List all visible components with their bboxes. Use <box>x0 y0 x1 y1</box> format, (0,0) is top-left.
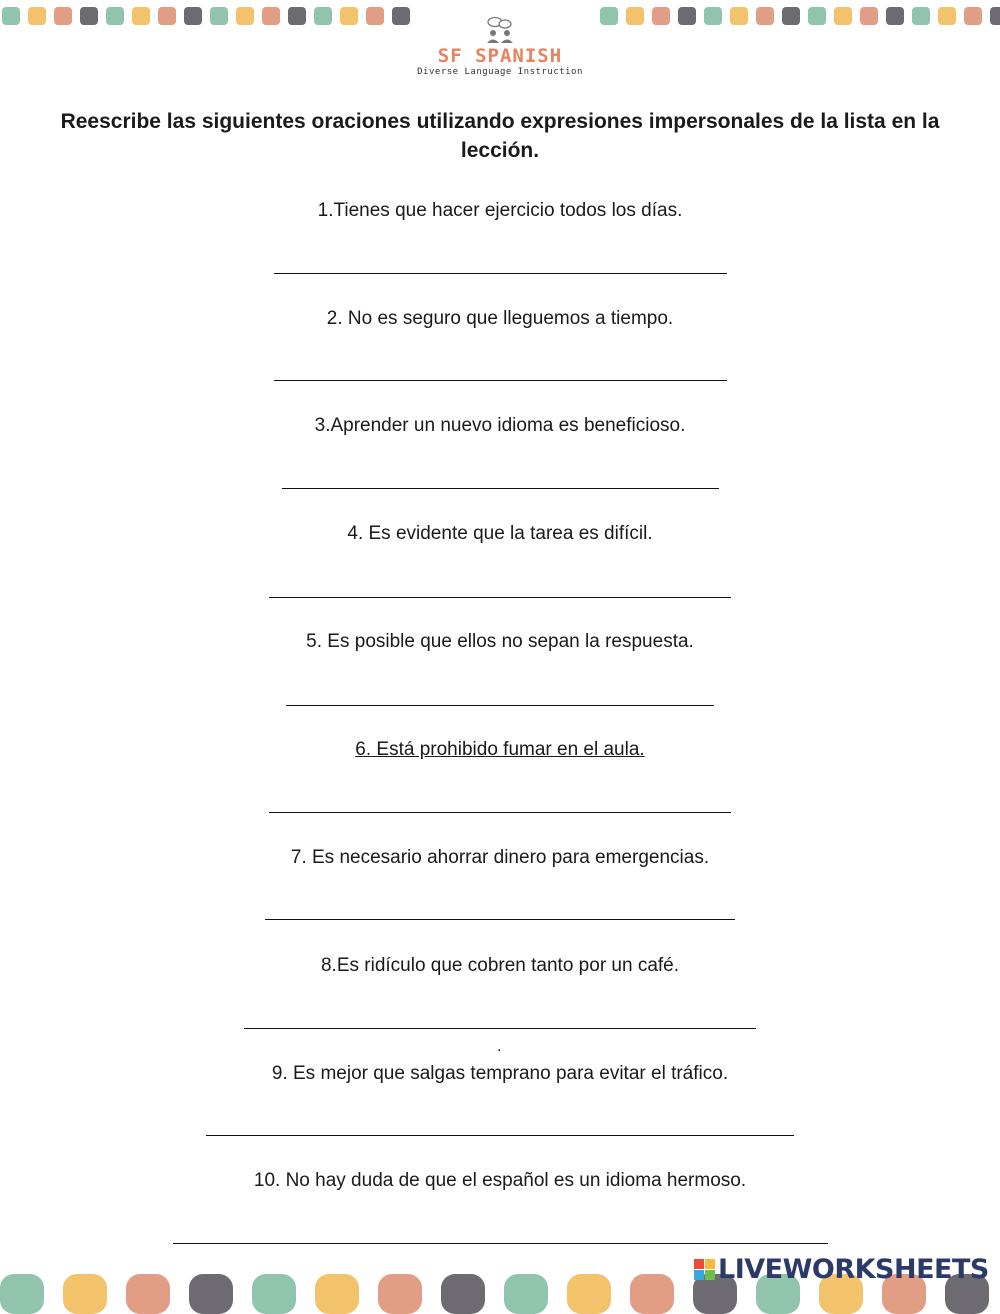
decor-pill-5 <box>252 1274 296 1314</box>
question-3: 3.Aprender un nuevo idioma es beneficioso. <box>314 415 686 436</box>
decor-pill-3 <box>126 1274 170 1314</box>
question-8: 8.Es ridículo que cobren tanto por un café. <box>320 955 680 976</box>
decor-pill-8 <box>441 1274 485 1314</box>
brand-tagline: Diverse Language Instruction <box>417 67 583 77</box>
question-5: 5. Es posible que ellos no sepan la respuesta. <box>306 631 694 652</box>
question-7: 7. Es necesario ahorrar dinero para emergencias. <box>290 847 710 868</box>
question-1: 1.Tienes que hacer ejercicio todos los días. <box>317 200 683 221</box>
brand-name: SF SPANISH <box>437 45 563 67</box>
answer-line-3[interactable] <box>282 488 719 489</box>
liveworksheets-logo <box>694 1254 989 1285</box>
question-6: 6. Está prohibido fumar en el aula. <box>355 739 645 760</box>
decor-pill-11 <box>630 1274 674 1314</box>
answer-line-2[interactable] <box>274 380 727 381</box>
liveworksheets-logo-icon <box>694 1259 715 1280</box>
question-4: 4. Es evidente que la tarea es difícil. <box>347 523 653 544</box>
answer-line-10[interactable] <box>173 1243 828 1244</box>
answer-line-4[interactable] <box>269 597 731 598</box>
decor-pill-10 <box>567 1274 611 1314</box>
liveworksheets-brand: LIVEWORKSHEETS <box>718 1254 989 1285</box>
speech-bubbles-people-icon <box>483 16 517 44</box>
decor-pill-9 <box>504 1274 548 1314</box>
question-9: 9. Es mejor que salgas temprano para evitar el tráfico. <box>271 1063 729 1084</box>
decor-pill-1 <box>0 1274 44 1314</box>
question-10: 10. No hay duda de que el español es un idioma hermoso. <box>253 1170 747 1191</box>
sf-spanish-logo <box>0 16 1000 78</box>
answer-line-5[interactable] <box>286 705 714 706</box>
question-2: 2. No es seguro que lleguemos a tiempo. <box>326 308 674 329</box>
decor-pill-4 <box>189 1274 233 1314</box>
answer-line-6[interactable] <box>269 812 731 813</box>
answer-line-1[interactable] <box>274 273 727 274</box>
decor-pill-6 <box>315 1274 359 1314</box>
stray-mark: . <box>497 1038 502 1055</box>
instruction-heading: Reescribe las siguientes oraciones utilizando expresiones impersonales de la lista en la lección. <box>60 110 940 162</box>
decor-pill-7 <box>378 1274 422 1314</box>
answer-line-9[interactable] <box>206 1135 794 1136</box>
answer-line-8[interactable] <box>244 1028 756 1029</box>
answer-line-7[interactable] <box>265 919 735 920</box>
decor-pill-2 <box>63 1274 107 1314</box>
